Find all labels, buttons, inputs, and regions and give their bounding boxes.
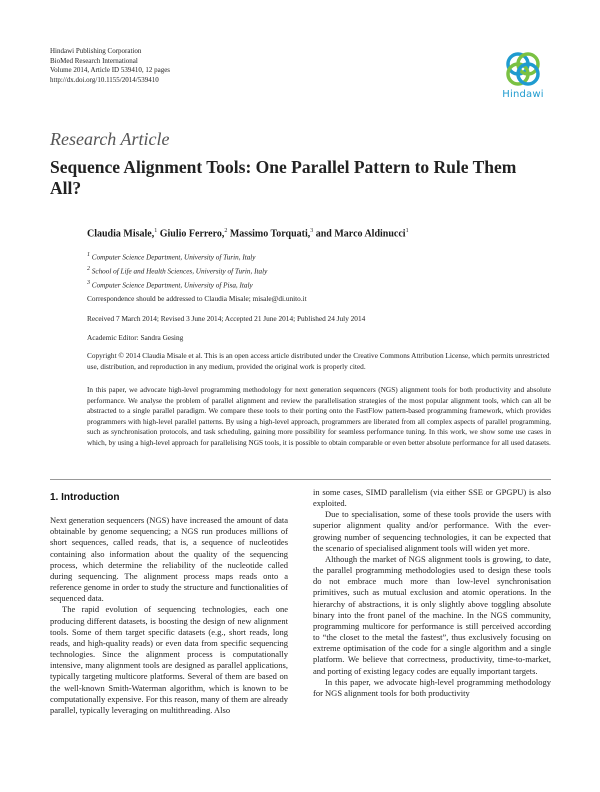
- author-name: and Marco Aldinucci: [315, 228, 406, 240]
- author-name: Giulio Ferrero,: [159, 228, 225, 240]
- abstract-text: In this paper, we advocate high-level programming methodology for next generation sequencers (NGS) alignment tools for both productivity and absolute performance. We analyse the problem of parallel alignment and review the parallelisation strategies of the most popular alignment tools, which can all be abstracted to a single parallel paradigm. We compare these tools to their porting onto the FastFlow pattern-based programming framework, which provides programmers with high-level parallel patterns. By using a high-level approach, programmers are liberated from all complex aspects of parallel programming, such as synchronisation protocols, and task scheduling, gaining more possibility for seamless performance tuning. In this work, we show some use cases in which, by using a high-level approach for parallelising NGS tools, it is possible to obtain comparable or even better absolute performance for all used datasets.: [87, 385, 551, 447]
- affiliation-text: Computer Science Department, University of Pisa, Italy: [91, 281, 253, 290]
- author-name: Massimo Torquati,: [229, 228, 311, 240]
- affiliation-list: [87, 250, 267, 292]
- author-affiliation-mark: 1: [405, 228, 409, 234]
- body-paragraph: The rapid evolution of sequencing technologies, each one producing different datasets, is boosting the design of new alignment tools. Some of them target specific datasets (e.g., short reads, long reads, and high-quality reads) or even data from specific sequencing technologies. Since the alignment process is computationally intensive, many alignment tools are designed as parallel applications, typically targeting multicore platforms. Several of them are based on the well-known Smith-Waterman algorithm, which is known to be computationally expensive. For this reason, many of them are already parallel, typically leveraging on multithreading. Also: [50, 604, 288, 715]
- paper-title: Sequence Alignment Tools: One Parallel Pattern to Rule Them All?: [50, 157, 517, 198]
- hindawi-logo-icon: [504, 50, 542, 88]
- author-affiliation-mark: 1: [154, 228, 158, 234]
- journal-name: BioMed Research International: [50, 56, 138, 65]
- section-heading-introduction: 1. Introduction: [50, 492, 120, 503]
- body-paragraph: Due to specialisation, some of these tools provide the users with superior alignment quality and/or performance. With the ever-growing number of sequencing technologies, it can be expected that the scenario of specialised alignment tools will widen yet more.: [313, 509, 551, 553]
- author-list: [87, 228, 409, 239]
- author-affiliation-mark: 3: [310, 228, 314, 234]
- affiliation-text: School of Life and Health Sciences, University of Turin, Italy: [91, 267, 268, 276]
- body-paragraph: Next generation sequencers (NGS) have increased the amount of data obtainable by genome sequencing; a NGS run produces millions of short sequences, called reads, that is, a sequence of nucleotides containing also information about the quality of the sequencing process, which determine the reliability of the nucleotide called during sequencing. The alignment process maps reads onto a reference genome in order to study the structure and functionalities of sequenced data.: [50, 515, 288, 604]
- affiliation-text: Computer Science Department, University of Turin, Italy: [91, 253, 256, 262]
- doi-link[interactable]: http://dx.doi.org/10.1155/2014/539410: [50, 75, 159, 84]
- affiliation-number: 2: [87, 265, 90, 272]
- author-name: Claudia Misale,: [87, 228, 155, 240]
- section-divider: [50, 479, 551, 480]
- body-paragraph: in some cases, SIMD parallelism (via either SSE or GPGPU) is also exploited.: [313, 487, 551, 509]
- dates-line: Received 7 March 2014; Revised 3 June 2014; Accepted 21 June 2014; Published 24 July 2014: [87, 314, 366, 323]
- body-paragraph: In this paper, we advocate high-level programming methodology for NGS alignment tools for both productivity: [313, 676, 551, 698]
- affiliation: [87, 278, 267, 292]
- volume-info: Volume 2014, Article ID 539410, 12 pages: [50, 66, 171, 75]
- copyright-notice: Copyright © 2014 Claudia Misale et al. This is an open access article distributed under the Creative Commons Attribution License, which permits unrestricted use, distribution, and reproduction in any medium, provided the original work is properly cited.: [87, 351, 550, 371]
- academic-editor-line: Academic Editor: Sandra Gesing: [87, 333, 184, 342]
- affiliation-number: 3: [87, 279, 90, 286]
- affiliation: [87, 264, 267, 278]
- hindawi-logo: [493, 50, 553, 106]
- article-type: Research Article: [50, 129, 170, 149]
- author-affiliation-mark: 2: [224, 228, 228, 234]
- correspondence-line: Correspondence should be addressed to Claudia Misale; misale@di.unito.it: [87, 294, 307, 303]
- right-column: [313, 487, 551, 699]
- body-paragraph: Although the market of NGS alignment tools is growing, to date, the parallel programming methodologies used to design these tools do not embrace much more than low-level synchronisation primitives, such as mutual exclusion and atomic operations. In the hierarchy of abstractions, it is only slightly above toggling absolute binary into the front panel of the machine. In the NGS community, programming multicore for performance is still perceived according to “the closet to the metal the fastest”, thus exclusively focusing on extreme optimisation of the code for a single algorithm and a single platform. We believe that correctness, productivity, time-to-market, and porting of existing legacy codes are equally important targets.: [313, 553, 551, 676]
- journal-header: [50, 47, 310, 85]
- publisher-name: Hindawi Publishing Corporation: [50, 47, 142, 55]
- affiliation: [87, 250, 267, 264]
- left-column: [50, 487, 288, 716]
- logo-wordmark: Hindawi: [502, 89, 544, 100]
- affiliation-number: 1: [87, 252, 90, 258]
